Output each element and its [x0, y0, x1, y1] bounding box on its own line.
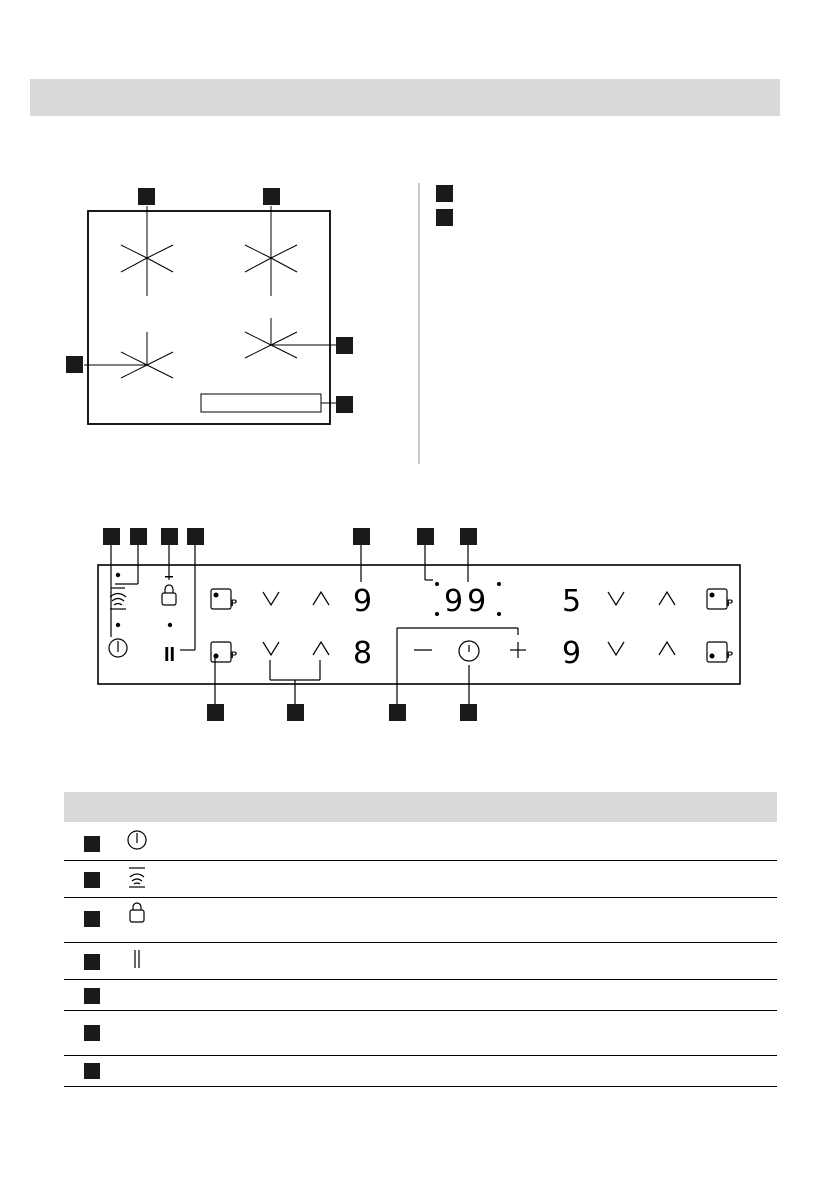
pause-icon — [126, 948, 148, 970]
pause-symbol: II — [164, 644, 176, 666]
table-header — [64, 792, 777, 822]
table-row — [64, 861, 777, 898]
cooking-zone-front-left — [121, 206, 173, 296]
boost-label-1: P — [231, 598, 238, 608]
callout-zone-4 — [336, 337, 353, 354]
table-row — [64, 1011, 777, 1056]
legend-callout-1 — [436, 185, 453, 202]
callout-panel — [336, 396, 353, 413]
heat-setting-top-left: 9 — [353, 584, 373, 619]
callout-zone-1 — [138, 188, 155, 205]
heat-setting-bottom-left: 8 — [353, 636, 373, 671]
cooking-zone-front-right — [245, 318, 336, 358]
boost-label-4: P — [727, 650, 734, 660]
control-panel-strip — [201, 394, 321, 412]
panel-outline — [98, 565, 740, 684]
callout-zone-3 — [66, 356, 83, 373]
power-icon — [126, 829, 148, 851]
boost-label-2: P — [231, 650, 238, 660]
legend-callout-2 — [436, 209, 453, 226]
cooking-zone-rear-right — [245, 206, 297, 296]
lock-icon — [126, 902, 148, 924]
table-row — [64, 898, 777, 943]
table-row — [64, 824, 777, 861]
hob2hood-icon — [126, 866, 148, 888]
boost-label-3: P — [727, 598, 734, 608]
heat-setting-bottom-right: 9 — [562, 636, 582, 671]
timer-display: 99 — [444, 584, 491, 619]
table-row — [64, 943, 777, 980]
callout-zone-2 — [263, 188, 280, 205]
control-panel-diagram — [0, 480, 839, 740]
cooktop-diagram — [0, 0, 839, 480]
cooktop-outline — [88, 211, 330, 424]
table-row — [64, 980, 777, 1011]
heat-setting-top-right: 5 — [562, 584, 582, 619]
cooking-zone-rear-left — [84, 332, 173, 378]
table-row — [64, 1056, 777, 1087]
